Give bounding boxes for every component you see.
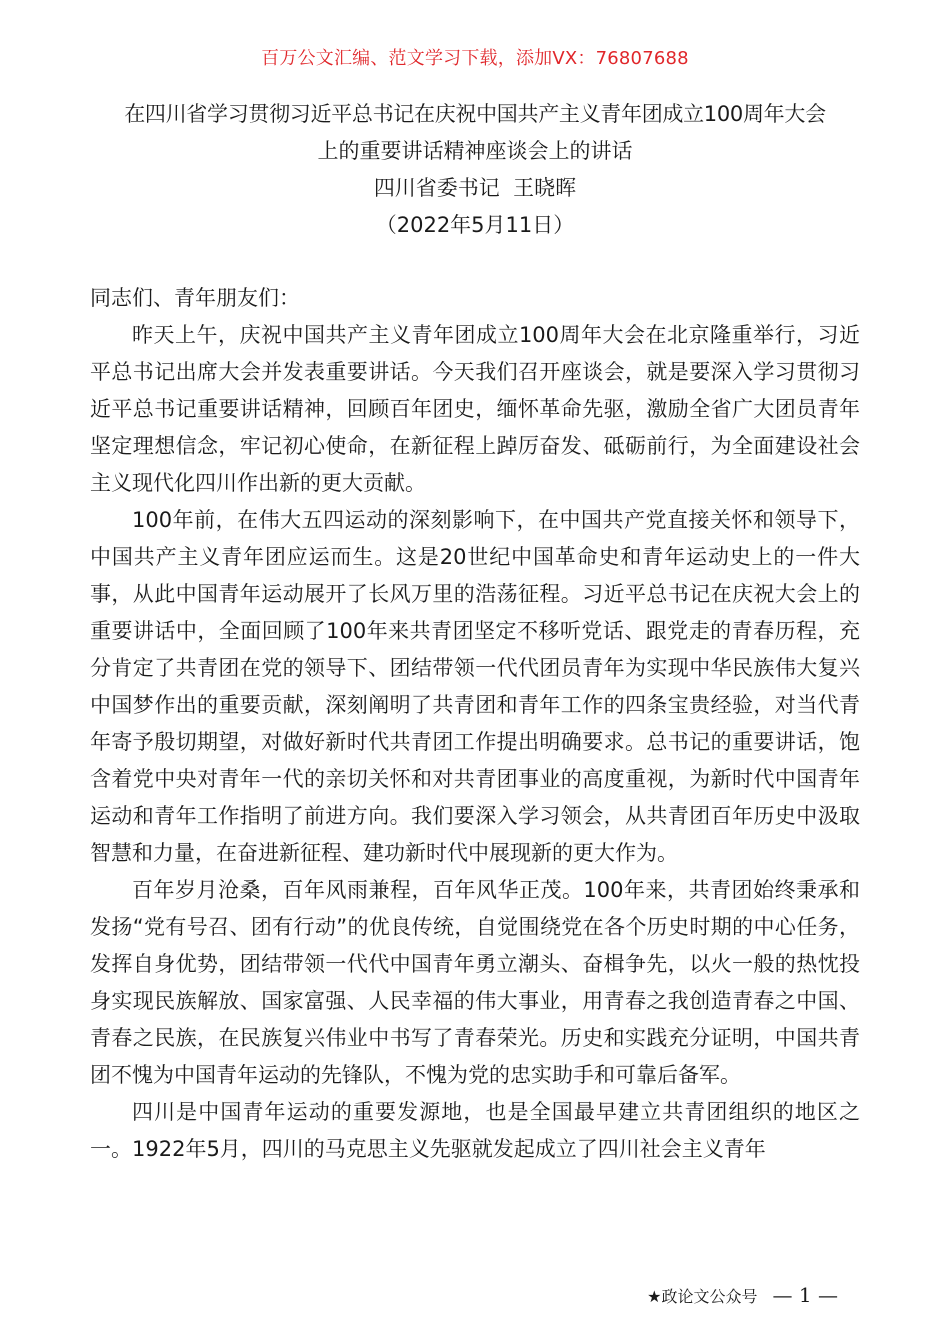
salutation: 同志们、青年朋友们： (90, 286, 300, 310)
paragraph-4: 四川是中国青年运动的重要发源地，也是全国最早建立共青团组织的地区之一。1922年5月，四川的马克思主义先驱就发起成立了四川社会主义青年 (90, 1100, 860, 1161)
header-ad-text: 百万公文汇编、范文学习下载，添加VX：76807688 (261, 48, 689, 69)
paragraph-2: 100年前，在伟大五四运动的深刻影响下，在中国共产党直接关怀和领导下，中国共产主义青年团应运而生。这是20世纪中国革命史和青年运动史上的一件大事，从此中国青年运动展开了长风万里的浩荡征程。习近平总书记在庆祝大会上的重要讲话中，全面回顾了100年来共青团坚定不移听党话、跟党走的青春历程，充分肯定了共青团在党的领导下、团结带领一代代团员青年为实现中华民族伟大复兴中国梦作出的重要贡献，深刻阐明了共青团和青年工作的四条宝贵经验，对当代青年寄予殷切期望，对做好新时代共青团工作提出明确要求。总书记的重要讲话，饱含着党中央对青年一代的亲切关怀和对共青团事业的高度重视，为新时代中国青年运动和青年工作指明了前进方向。我们要深入学习领会，从共青团百年历史中汲取智慧和力量，在奋进新征程、建功新时代中展现新的更大作为。 (90, 508, 860, 865)
document-title-line1: 在四川省学习贯彻习近平总书记在庆祝中国共产主义青年团成立100周年大会 (124, 102, 826, 126)
document-author: 四川省委书记 王晓晖 (373, 176, 577, 200)
document-body (90, 280, 860, 1168)
document-date: （2022年5月11日） (375, 213, 575, 237)
document-title-block (80, 96, 870, 244)
page-number: — 1 — (772, 1283, 838, 1307)
footer-label: ★政论文公众号 (647, 1287, 758, 1306)
page-footer (647, 1282, 838, 1310)
document-title-line2: 上的重要讲话精神座谈会上的讲话 (317, 139, 633, 163)
paragraph-3: 百年岁月沧桑，百年风雨兼程，百年风华正茂。100年来，共青团始终秉承和发扬“党有号召、团有行动”的优良传统，自觉围绕党在各个历史时期的中心任务，发挥自身优势，团结带领一代代中国青年勇立潮头、奋楫争先，以火一般的热忱投身实现民族解放、国家富强、人民幸福的伟大事业，用青春之我创造青春之中国、青春之民族，在民族复兴伟业中书写了青春荣光。历史和实践充分证明，中国共青团不愧为中国青年运动的先锋队，不愧为党的忠实助手和可靠后备军。 (90, 878, 860, 1087)
paragraph-1: 昨天上午，庆祝中国共产主义青年团成立100周年大会在北京隆重举行，习近平总书记出席大会并发表重要讲话。今天我们召开座谈会，就是要深入学习贯彻习近平总书记重要讲话精神，回顾百年团史，缅怀革命先驱，激励全省广大团员青年坚定理想信念，牢记初心使命，在新征程上踔厉奋发、砥砺前行，为全面建设社会主义现代化四川作出新的更大贡献。 (90, 323, 860, 495)
